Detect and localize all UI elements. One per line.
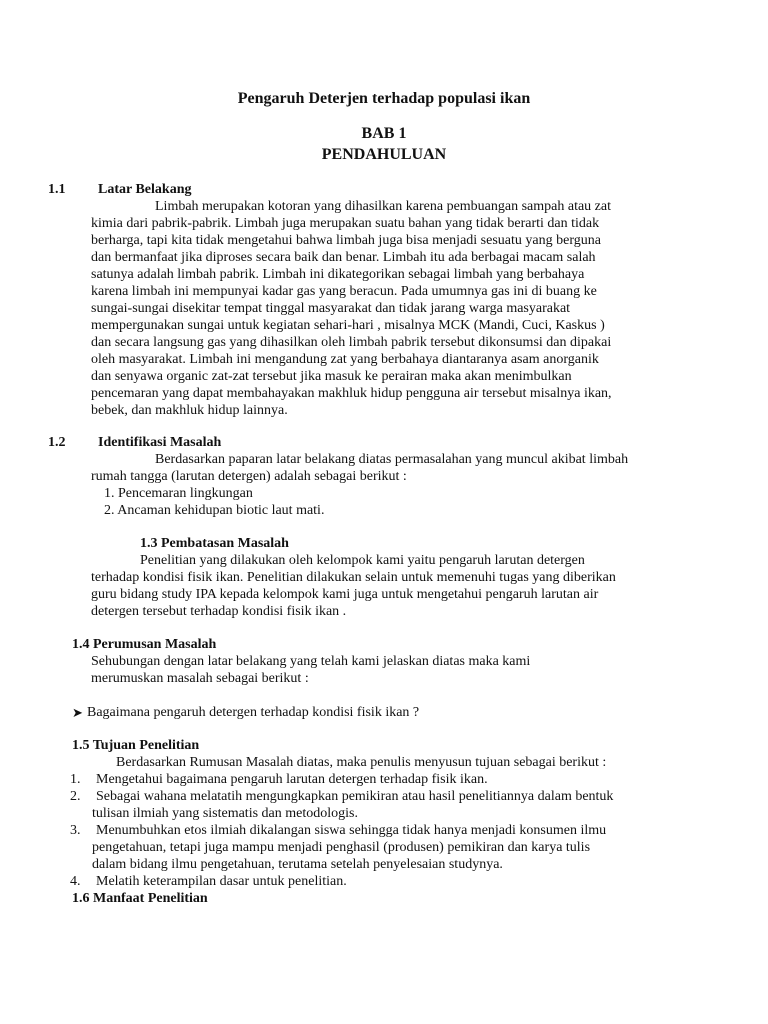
list-number: 2. xyxy=(70,789,81,804)
section-number: 1.2 xyxy=(48,435,66,450)
paragraph-line: Limbah merupakan kotoran yang dihasilkan karena pembuangan sampah atau zat xyxy=(155,199,611,214)
document-title: Pengaruh Deterjen terhadap populasi ikan xyxy=(237,90,531,107)
paragraph-line: merumuskan masalah sebagai berikut : xyxy=(91,671,309,686)
paragraph-line: pencemaran yang dapat membahayakan makhluk hidup pengguna air tersebut misalnya ikan, xyxy=(91,386,612,401)
arrow-bullet-icon: ➤ xyxy=(72,705,83,720)
paragraph-line: terhadap kondisi fisik ikan. Penelitian dilakukan selain untuk memenuhi tugas yang diberikan xyxy=(91,570,616,585)
list-item: 2. Ancaman kehidupan biotic laut mati. xyxy=(104,503,325,518)
paragraph-line: Sehubungan dengan latar belakang yang telah kami jelaskan diatas maka kami xyxy=(91,654,531,669)
paragraph-line: bebek, dan makhluk hidup lainnya. xyxy=(91,403,288,418)
section-heading: Latar Belakang xyxy=(98,182,192,197)
paragraph-line: oleh masyarakat. Limbah ini mengandung zat yang berbahaya diantaranya asam anorganik xyxy=(91,352,599,367)
bullet-item: Bagaimana pengaruh detergen terhadap kondisi fisik ikan ? xyxy=(87,705,420,720)
paragraph-line: satunya adalah limbah pabrik. Limbah ini dikategorikan sebagai limbah yang berbahaya xyxy=(91,267,585,282)
list-item: Menumbuhkan etos ilmiah dikalangan siswa sehingga tidak hanya menjadi konsumen ilmu xyxy=(96,823,607,838)
section-heading: 1.6 Manfaat Penelitian xyxy=(72,891,208,906)
section-heading: 1.5 Tujuan Penelitian xyxy=(72,738,200,753)
list-number: 3. xyxy=(70,823,81,838)
paragraph-line: karena limbah ini mempunyai kadar gas yang beracun. Pada umumnya gas ini di buang ke xyxy=(91,284,597,299)
section-number: 1.1 xyxy=(48,182,66,197)
paragraph-line: detergen tersebut terhadap kondisi fisik ikan . xyxy=(91,604,347,619)
section-heading: 1.4 Perumusan Masalah xyxy=(72,637,217,652)
paragraph-line: berharga, tapi kita tidak mengetahui bahwa limbah juga bisa menjadi sesuatu yang berguna xyxy=(91,233,601,248)
paragraph-line: Berdasarkan Rumusan Masalah diatas, maka penulis menyusun tujuan sebagai berikut : xyxy=(116,755,607,770)
list-number: 1. xyxy=(70,772,81,787)
list-number: 4. xyxy=(70,874,81,889)
list-item: 1. Pencemaran lingkungan xyxy=(104,486,253,501)
list-item-continuation: tulisan ilmiah yang sistematis dan metodologis. xyxy=(92,806,358,821)
paragraph-line: sungai-sungai disekitar tempat tinggal masyarakat dan tidak jarang warga masyarakat xyxy=(91,301,571,316)
list-item: Sebagai wahana melatatih mengungkapkan pemikiran atau hasil penelitiannya dalam bentuk xyxy=(96,789,614,804)
list-item-continuation: dalam bidang ilmu pengetahuan, terutama setelah penyelesaian studynya. xyxy=(92,857,503,872)
paragraph-line: dan secara langsung gas yang dihasilkan oleh limbah pabrik tersebut dikonsumsi dan dipakai xyxy=(91,335,612,350)
paragraph-line: mempergunakan sungai untuk kegiatan sehari-hari , misalnya MCK (Mandi, Cuci, Kaskus ) xyxy=(91,318,605,333)
paragraph-line: rumah tangga (larutan detergen) adalah sebagai berikut : xyxy=(91,469,407,484)
paragraph-line: dan senyawa organic zat-zat tersebut jika masuk ke perairan maka akan menimbulkan xyxy=(91,369,572,384)
paragraph-line: dan bermanfaat jika diproses secara baik dan benar. Limbah itu ada berbagai macam salah xyxy=(91,250,596,265)
paragraph-line: Berdasarkan paparan latar belakang diatas permasalahan yang muncul akibat limbah xyxy=(155,452,629,467)
paragraph-line: Penelitian yang dilakukan oleh kelompok kami yaitu pengaruh larutan detergen xyxy=(140,553,585,568)
chapter-title: PENDAHULUAN xyxy=(321,146,447,163)
paragraph-line: guru bidang study IPA kepada kelompok kami juga untuk mengetahui pengaruh larutan air xyxy=(91,587,599,602)
list-item-continuation: pengetahuan, tetapi juga mampu menjadi penghasil (produsen) pemikiran dan karya tulis xyxy=(92,840,591,855)
list-item: Mengetahui bagaimana pengaruh larutan detergen terhadap fisik ikan. xyxy=(96,772,488,787)
paragraph-line: kimia dari pabrik-pabrik. Limbah juga merupakan suatu bahan yang tidak berarti dan tidak xyxy=(91,216,600,231)
section-heading: Identifikasi Masalah xyxy=(98,435,222,450)
section-heading: 1.3 Pembatasan Masalah xyxy=(140,536,289,551)
bab-label: BAB 1 xyxy=(361,125,407,142)
list-item: Melatih keterampilan dasar untuk penelitian. xyxy=(96,874,347,889)
